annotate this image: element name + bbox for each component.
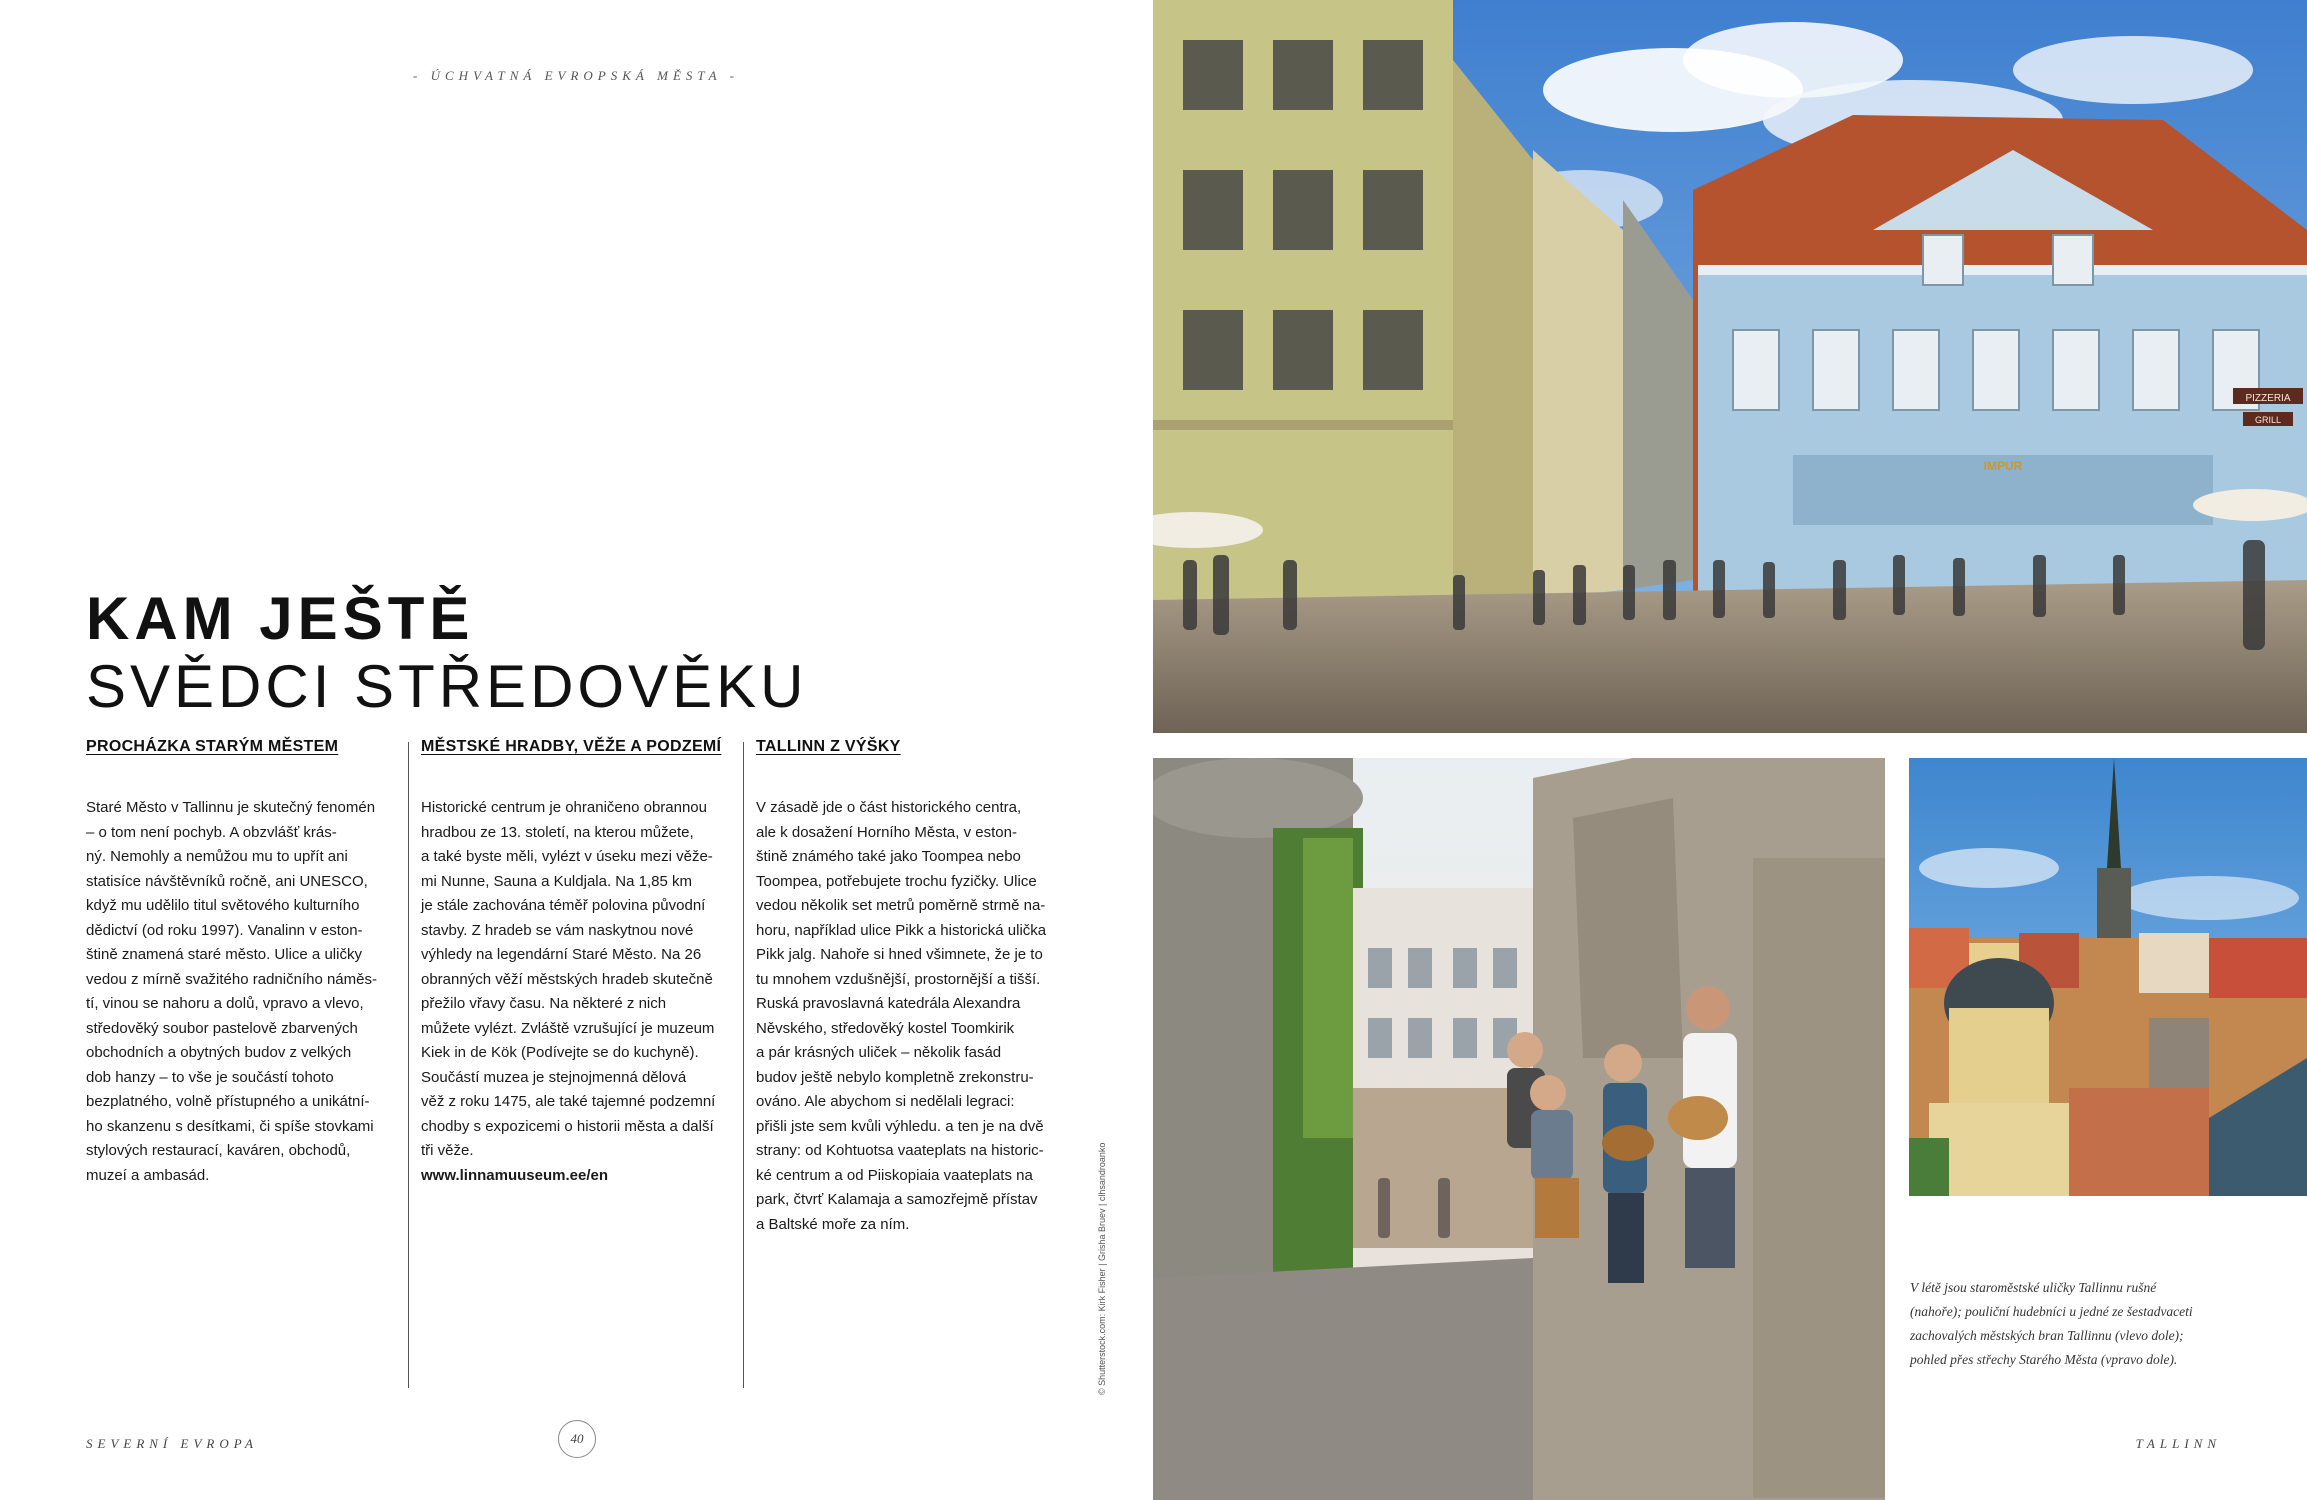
- column-from-above: [756, 738, 1066, 1237]
- store-sign: IMPUR: [1983, 459, 2023, 473]
- headline-line-2: SVĚDCI STŘEDOVĚKU: [86, 653, 808, 720]
- section-kicker: - ÚCHVATNÁ EVROPSKÁ MĚSTA -: [413, 68, 739, 83]
- column-heading: MĚSTSKÉ HRADBY, VĚŽE A PODZEMÍ: [421, 738, 722, 755]
- headline-line-1: KAM JEŠTĚ: [86, 585, 475, 652]
- photo-old-town-street: [1153, 0, 2307, 733]
- photo-street-musicians: [1153, 758, 1885, 1500]
- column-heading: PROCHÁZKA STARÝM MĚSTEM: [86, 738, 339, 755]
- page-number: 40: [558, 1420, 596, 1458]
- pizzeria-sign: PIZZERIA: [2245, 393, 2291, 404]
- photo-rooftops-view: [1909, 758, 2307, 1196]
- column-divider: [743, 742, 744, 1388]
- column-walls-towers: [421, 738, 731, 1188]
- column-divider: [408, 742, 409, 1388]
- column-text: V zásadě jde o část historického centra, ale k dosažení Horního Města, v eston- štině známého také jako Toompea nebo Toompea, potřebujete trochu fyzičky. Ulice vedou několik set metrů poměrně strmě na- horu, například ulice Pikk a historická ulička Pikk jalg. Nahoře si hned všimnete, že je to tu mnohem vzdušnější, prostornější a tišší. Ruská pravoslavná katedrála Alexandra Něvského, středověký kostel Toomkirik a pár krásných uliček – několik fasád budov ještě nebylo kompletně zrekonstru- ováno. Ale abychom si nedělali legraci: přišli jste sem kvůli výhledu. a ten je na dvě strany: od Kohtuotsa vaateplats na historic- ké centrum a od Piiskopiaia vaateplats na park, čtvrť Kalamaja a samozřejmě přístav a Baltské moře za ním.: [756, 799, 1047, 1233]
- column-text: Historické centrum je ohraničeno obrannou hradbou ze 13. století, na kterou můžete, a také byste měli, vylézt v úseku mezi věže- mi Nunne, Sauna a Kuldjala. Na 1,85 km je stále zachována téměř polovina původní stavby. Z hradeb se vám naskytnou nové výhledy na legendární Staré Město. Na 26 obranných věží městských hradeb skutečně přežilo vřavy času. Na některé z nich můžete vylézt. Zvláště vzrušující je muzeum Kiek in de Kök (Podívejte se do kuchyně). Součástí muzea je stejnojmenná dělová věž z roku 1475, ale také tajemné podzemní chodby s expozicemi o historii města a další tři věže.: [421, 799, 716, 1159]
- footer-city: TALLINN: [2135, 1436, 2221, 1451]
- column-old-town: [86, 738, 396, 1188]
- footer-section: SEVERNÍ EVROPA: [86, 1436, 258, 1451]
- photo-caption: V létě jsou staroměstské uličky Tallinnu rušné (nahoře); pouliční hudebníci u jedné ze šestadvaceti zachovalých městských bran Tallinnu (vlevo dole); pohled přes střechy Starého Města (vpravo dole).: [1910, 1280, 2193, 1367]
- grill-sign: GRILL: [2254, 415, 2282, 425]
- museum-link[interactable]: www.linnamuuseum.ee/en: [421, 1166, 608, 1184]
- photo-credit: © Shutterstock.com: Kirk Fisher | Grisha Bruev | clhsandroanko: [1097, 1142, 1107, 1395]
- column-text: Staré Město v Tallinnu je skutečný fenomén – o tom není pochyb. A obzvlášť krás- ný. Nemohly a nemůžou mu to upřít ani statisíce návštěvníků ročně, ani UNESCO, když mu udělilo titul světového kulturního dědictví (od roku 1997). Vanalinn v eston- štině znamená staré město. Ulice a uličky vedou z mírně svažitého radničního náměs- tí, vinou se nahoru a dolů, vpravo a vlevo, středověký soubor pastelově zbarvených obchodních a obytných budov z velkých dob hanzy – to vše je součástí tohoto bezplatného, volně přístupného a unikátní- ho skanzenu s desítkami, či spíše stovkami stylových restaurací, kaváren, obchodů, muzeí a ambasád.: [86, 799, 377, 1184]
- column-heading: TALLINN Z VÝŠKY: [756, 738, 901, 755]
